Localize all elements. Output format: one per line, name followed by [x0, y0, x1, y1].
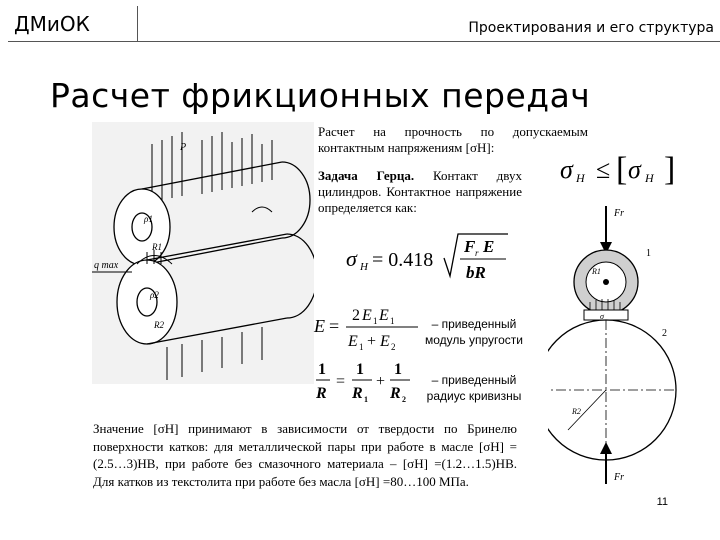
fig-left-label-qmax: q max — [94, 260, 119, 271]
svg-text:]: ] — [664, 151, 676, 188]
svg-text:H: H — [360, 261, 368, 273]
svg-text:1: 1 — [359, 342, 364, 352]
svg-text:= 0.418: = 0.418 — [372, 249, 434, 271]
fig-right-label-fr-top: Fr — [614, 208, 624, 219]
svg-text:E: E — [314, 316, 325, 336]
svg-text:1: 1 — [390, 316, 395, 326]
radius-formula — [314, 356, 414, 406]
svg-text:1: 1 — [373, 316, 378, 326]
svg-text:=: = — [336, 373, 346, 390]
radius-note: – приведенный радиус кривизны — [426, 373, 522, 403]
fig-right-label-sigma: σ — [600, 312, 604, 321]
hertz-task-text: Контакт двух цилиндров. Контактное напряжение определяется как: — [318, 168, 522, 215]
svg-text:R: R — [352, 385, 363, 402]
fig-left-label-p: P — [180, 142, 187, 153]
svg-text:E: E — [362, 307, 372, 324]
fig-right-label-r2: R2 — [572, 407, 581, 416]
svg-text:F: F — [464, 237, 476, 256]
svg-text:R: R — [390, 385, 401, 402]
fig-right-label-1: 1 — [646, 248, 651, 259]
svg-text:2: 2 — [391, 342, 396, 352]
modulus-formula — [312, 300, 424, 352]
hertz-task-label: Задача Герца. — [318, 168, 415, 183]
section-title: Проектирования и его структура — [468, 20, 714, 36]
svg-text:σ: σ — [560, 155, 573, 184]
cylinders-contact-figure — [92, 122, 314, 384]
svg-text:1: 1 — [364, 395, 368, 404]
svg-text:=: = — [329, 316, 340, 336]
svg-text:r: r — [475, 248, 479, 258]
svg-text:σ: σ — [346, 246, 357, 271]
svg-text:[: [ — [616, 151, 628, 188]
course-label: ДМиОК — [8, 6, 138, 42]
page-number: 11 — [656, 496, 668, 508]
svg-text:H: H — [645, 171, 654, 185]
strength-condition-formula — [558, 148, 680, 188]
hertz-task — [318, 168, 522, 216]
svg-text:1: 1 — [356, 361, 364, 378]
svg-text:1: 1 — [318, 361, 326, 378]
hertz-formula — [340, 228, 510, 290]
fig-right-label-r1: R1 — [592, 267, 601, 276]
svg-text:bR: bR — [466, 263, 486, 282]
slide-title: Расчет фрикционных передач — [50, 76, 591, 115]
hardness-paragraph: Значение [σH] принимают в зависимости от твердости по Бринелю поверхности катков: для металлической пары при работе в масле [σH] =(2.5…3)HB, при работе без смазочного материала – [σH] =(1.2…1.5)HB. Для катков из текстолита при работе без масла [σH] =80…100 МПа. — [93, 421, 517, 489]
svg-text:1: 1 — [394, 361, 402, 378]
fig-left-label-rho2: ρ2 — [150, 290, 159, 300]
fig-left-label-r1: R1 — [152, 242, 162, 252]
svg-text:E: E — [380, 333, 390, 350]
header-divider — [138, 41, 720, 42]
rollers-force-figure — [548, 200, 688, 490]
fig-left-label-r2: R2 — [154, 320, 164, 330]
svg-text:σ: σ — [628, 155, 641, 184]
svg-text:+: + — [367, 333, 377, 350]
svg-text:E: E — [483, 237, 495, 256]
svg-text:E: E — [379, 307, 389, 324]
svg-text:2: 2 — [402, 395, 406, 404]
svg-text:H: H — [576, 171, 585, 185]
fig-right-label-2: 2 — [662, 328, 667, 339]
fig-right-label-fr-bottom: Fr — [614, 472, 624, 483]
svg-text:R: R — [316, 385, 327, 402]
svg-text:+: + — [376, 373, 386, 390]
fig-left-label-rho1: ρ1 — [144, 214, 153, 224]
modulus-note: – приведенный модуль упругости — [424, 317, 523, 347]
svg-text:2: 2 — [352, 307, 360, 324]
intro-text: Расчет на прочность по допускаемым контактным напряжениям [σH]: — [318, 124, 588, 155]
svg-text:≤: ≤ — [596, 155, 611, 184]
svg-text:E: E — [348, 333, 358, 350]
